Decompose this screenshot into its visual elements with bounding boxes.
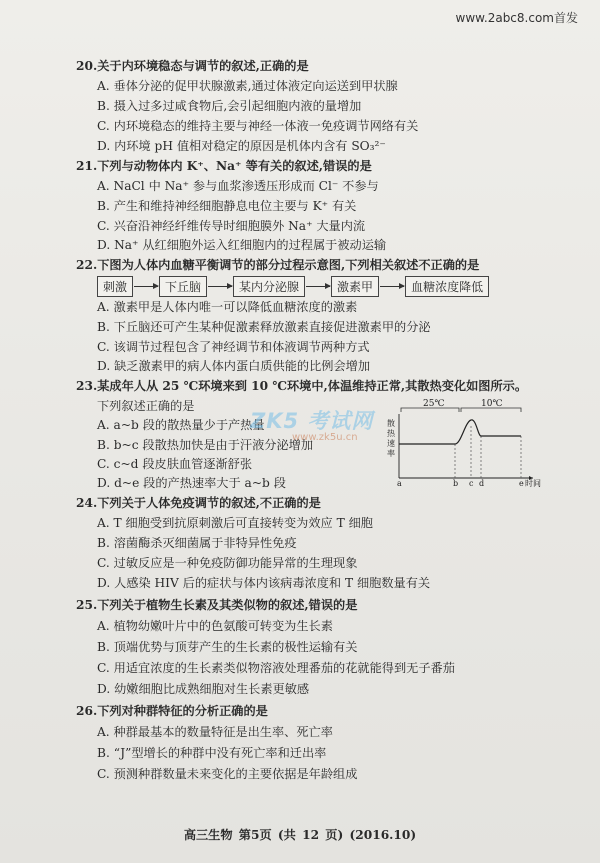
ylabel-char-1: 散 <box>387 419 395 428</box>
question-22-stem: 22.下图为人体内血糖平衡调节的部分过程示意图,下列相关叙述不正确的是 <box>76 258 480 272</box>
question-22-option-a: A. 激素甲是人体内唯一可以降低血糖浓度的激素 <box>97 300 358 314</box>
question-24-option-b: B. 溶菌酶杀灭细菌属于非特异性免疫 <box>97 536 297 550</box>
ylabel-char-4: 率 <box>387 449 395 458</box>
question-24-option-c: C. 过敏反应是一种免疫防御功能异常的生理现象 <box>97 556 358 570</box>
question-20-option-a: A. 垂体分泌的促甲状腺激素,通过体液定向运送到甲状腺 <box>97 79 398 93</box>
flow-arrow-icon <box>380 286 404 287</box>
question-25-option-d: D. 幼嫩细胞比成熟细胞对生长素更敏感 <box>97 682 310 696</box>
question-26-option-c: C. 预测种群数量未来变化的主要依据是年龄组成 <box>97 767 358 781</box>
flow-box-hypothalamus: 下丘脑 <box>159 276 207 297</box>
xtick-c: c <box>469 479 474 488</box>
question-21-option-a: A. NaCl 中 Na⁺ 参与血浆渗透压形成而 Cl⁻ 不参与 <box>97 179 379 193</box>
question-23-option-b: B. b~c 段散热加快是由于汗液分泌增加 <box>97 438 314 452</box>
flow-box-endocrine-gland: 某内分泌腺 <box>233 276 305 297</box>
xtick-a: a <box>397 479 402 488</box>
ylabel-char-3: 速 <box>387 439 395 448</box>
watermark-logo: ZK5 考试网 <box>250 409 374 433</box>
question-24-option-d: D. 人感染 HIV 后的症状与体内该病毒浓度和 T 细胞数量有关 <box>97 576 431 590</box>
flow-box-glucose-drop: 血糖浓度降低 <box>405 276 489 297</box>
question-26-stem: 26.下列对种群特征的分析正确的是 <box>76 704 268 718</box>
question-24-option-a: A. T 细胞受到抗原刺激后可直接转变为效应 T 细胞 <box>97 516 373 530</box>
heat-dissipation-graph <box>383 398 543 488</box>
question-21-option-c: C. 兴奋沿神经纤维传导时细胞膜外 Na⁺ 大量内流 <box>97 219 366 233</box>
question-22-option-b: B. 下丘脑还可产生某种促激素释放激素直接促进激素甲的分泌 <box>97 320 431 334</box>
page-footer: 高三生物 第5页 (共 12 页) (2016.10) <box>183 828 417 842</box>
flow-arrow-icon <box>208 286 232 287</box>
question-23-stem: 23.某成年人从 25 ℃环境来到 10 ℃环境中,体温维持正常,其散热变化如图所示。 <box>76 379 528 393</box>
question-25-stem: 25.下列关于植物生长素及其类似物的叙述,错误的是 <box>76 598 358 612</box>
question-20-stem: 20.关于内环境稳态与调节的叙述,正确的是 <box>76 59 309 73</box>
xaxis-unit: 时间 <box>525 479 541 488</box>
question-25-option-b: B. 顶端优势与顶芽产生的生长素的极性运输有关 <box>97 640 358 654</box>
question-23-option-a: A. a~b 段的散热量少于产热量 <box>97 418 265 432</box>
question-23-stem-line2: 下列叙述正确的是 <box>97 399 195 413</box>
site-watermark: www.2abc8.com首发 <box>455 11 578 25</box>
regulation-flowchart <box>97 276 489 296</box>
question-22-option-d: D. 缺乏激素甲的病人体内蛋白质供能的比例会增加 <box>97 359 371 373</box>
question-20-option-d: D. 内环境 pH 值相对稳定的原因是机体内含有 SO₃²⁻ <box>97 139 386 153</box>
question-26-option-b: B. “J”型增长的种群中没有死亡率和迁出率 <box>97 746 327 760</box>
question-20-option-b: B. 摄入过多过咸食物后,会引起细胞内液的量增加 <box>97 99 362 113</box>
question-23-option-c: C. c~d 段皮肤血管逐渐舒张 <box>97 457 253 471</box>
question-24-stem: 24.下列关于人体免疫调节的叙述,不正确的是 <box>76 496 321 510</box>
question-21-option-d: D. Na⁺ 从红细胞外运入红细胞内的过程属于被动运输 <box>97 238 387 252</box>
flow-arrow-icon <box>134 286 158 287</box>
label-10c: 10℃ <box>481 399 503 409</box>
question-21-stem: 21.下列与动物体内 K⁺、Na⁺ 等有关的叙述,错误的是 <box>76 159 372 173</box>
question-21-option-b: B. 产生和维持神经细胞静息电位主要与 K⁺ 有关 <box>97 199 357 213</box>
flow-box-hormone: 激素甲 <box>331 276 379 297</box>
xtick-b: b <box>453 479 459 488</box>
question-25-option-c: C. 用适宜浓度的生长素类似物溶液处理番茄的花就能得到无子番茄 <box>97 661 455 675</box>
question-26-option-a: A. 种群最基本的数量特征是出生率、死亡率 <box>97 725 333 739</box>
xtick-e: e <box>519 479 524 488</box>
flow-arrow-icon <box>306 286 330 287</box>
label-25c: 25℃ <box>423 399 445 409</box>
question-20-option-c: C. 内环境稳态的维持主要与神经一体液一免疫调节网络有关 <box>97 119 419 133</box>
question-23-option-d: D. d~e 段的产热速率大于 a~b 段 <box>97 476 286 490</box>
xtick-d: d <box>479 479 485 488</box>
flow-box-stimulus: 刺激 <box>97 276 133 297</box>
watermark-url: www.zk5u.cn <box>292 432 358 443</box>
ylabel-char-2: 热 <box>387 429 395 438</box>
question-25-option-a: A. 植物幼嫩叶片中的色氨酸可转变为生长素 <box>97 619 333 633</box>
heat-curve <box>399 420 521 444</box>
question-22-option-c: C. 该调节过程包含了神经调节和体液调节两种方式 <box>97 340 370 354</box>
